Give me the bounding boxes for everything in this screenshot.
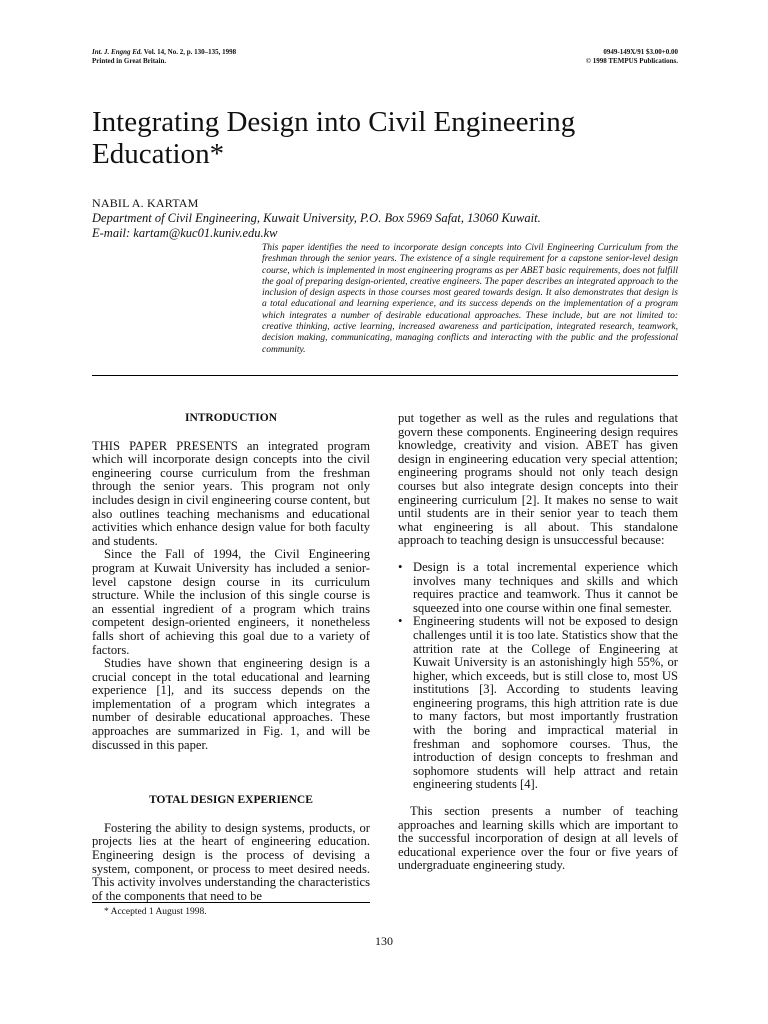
page-number: 130 [375, 934, 393, 948]
section-paragraph: This section presents a number of teaching approaches and learning skills which are important to the successful incorporation of design at all levels of educational experience over the four or five years of undergraduate engineering study. [398, 804, 678, 873]
footnote-divider [92, 902, 370, 903]
journal-name: Int. J. Engng Ed. [92, 48, 143, 56]
bullet-glyph: • [398, 559, 403, 574]
author-email: E-mail: kartam@kuc01.kuniv.edu.kw [92, 226, 278, 240]
left-column [92, 412, 370, 903]
intro-paragraph-3: Studies have shown that engineering design is a crucial concept in the total educational and learning experience [1], and its success depends on the implementation of a program which integrates a number of desirable educational approaches. These approaches are summarized in Fig. 1, and will be discussed in this paper. [92, 656, 370, 752]
copyright-line: © 1998 TEMPUS Publications. [585, 57, 678, 65]
section-heading-total-design-experience: TOTAL DESIGN EXPERIENCE [149, 794, 313, 807]
author-name: NABIL A. KARTAM [92, 196, 199, 210]
bullet-item [398, 615, 678, 792]
intro-paragraph-2: Since the Fall of 1994, the Civil Engineering program at Kuwait University has included a senior-level capstone design course in its curriculum structure. While the inclusion of this single course is an essential ingredient of a program which trains competent design-oriented engineers, it nonetheless falls short of achieving this goal due to a variety of factors. [92, 547, 370, 657]
affiliation: Department of Civil Engineering, Kuwait University, P.O. Box 5969 Safat, 13060 Kuwait. [92, 211, 541, 225]
section-heading-introduction: INTRODUCTION [184, 412, 277, 424]
footnote: * Accepted 1 August 1998. [104, 907, 207, 917]
volume-info: Vol. 14, No. 2, p. 130–135, 1998 [142, 48, 237, 56]
bullet-text: Design is a total incremental experience which involves many techniques and skills and which requires practice and teamwork. Thus it cannot be squeezed into one course within one final semester. [413, 559, 678, 615]
tde-paragraph-1: Fostering the ability to design systems, products, or projects lies at the heart of engineering education. Engineering design is the process of devising a system, component, or process to meet desired needs. This activity involves understanding the characteristics of the components that need to be [92, 820, 370, 903]
intro-paragraph-1: THIS PAPER PRESENTS an integrated program which will incorporate design concepts into the civil engineering course curriculum from the freshman through the senior years. This program not only includes design in civil engineering course content, but also outlines teaching mechanisms and educational activities which enhance design value for both faculty and students. [92, 438, 370, 548]
right-column [398, 412, 678, 873]
paper-title: Integrating Design into Civil Engineering Education* [92, 106, 576, 170]
printed-line: Printed in Great Britain. [92, 57, 167, 65]
abstract: This paper identifies the need to incorporate design concepts into Civil Engineering Curriculum from the freshman through the senior years. The existence of a single requirement for a capstone senior-level design course, which is implemented in most engineering programs as per ABET basic requirements, does not fulfill the goal of preparing design-oriented, creative engineers. The paper describes an integrated approach to the inclusion of design aspects in those courses most geared towards design. It also demonstrates that design is a total educational and learning experience, and its success depends on the implementation of a program which integrates a number of desirable educational approaches. These include, but are not limited to: creative thinking, active learning, increased awareness and participation, integrated research, teamwork, decision making, communicating, managing conflicts and interacting with the public and the professional community. [262, 243, 678, 355]
journal-header-left [92, 48, 392, 66]
bullet-text: Engineering students will not be exposed to design challenges until it is too late. Statistics show that the attrition rate at the College of Engineering at Kuwait University is an astonishingly high 55%, or higher, which exceeds, but is still close to, most US institutions [3]. According to students leaving engineering programs, this high attrition rate is due to many factors, but most importantly frustration with the boring and impractical material in freshman and sophomore courses. Thus, the introduction of design concepts to freshman and sophomore students will help attract and retain engineering students [4]. [413, 614, 678, 792]
issn-price: 0949-149X/91 $3.00+0.00 [603, 48, 678, 56]
bullet-item [398, 561, 678, 615]
journal-header-right [480, 48, 678, 66]
continued-paragraph: put together as well as the rules and regulations that govern these components. Engineering design requires knowledge, creativity and vision. ABET has given design in engineering education very special attention; engineering programs should not only teach design courses but also integrate design concepts into their engineering curriculum [2]. It makes no sense to wait until students are in their senior year to teach them what engineering is all about. This standalone approach to teaching design is unsuccessful because: [398, 411, 678, 548]
bullet-glyph: • [398, 614, 403, 629]
abstract-divider [92, 375, 678, 376]
